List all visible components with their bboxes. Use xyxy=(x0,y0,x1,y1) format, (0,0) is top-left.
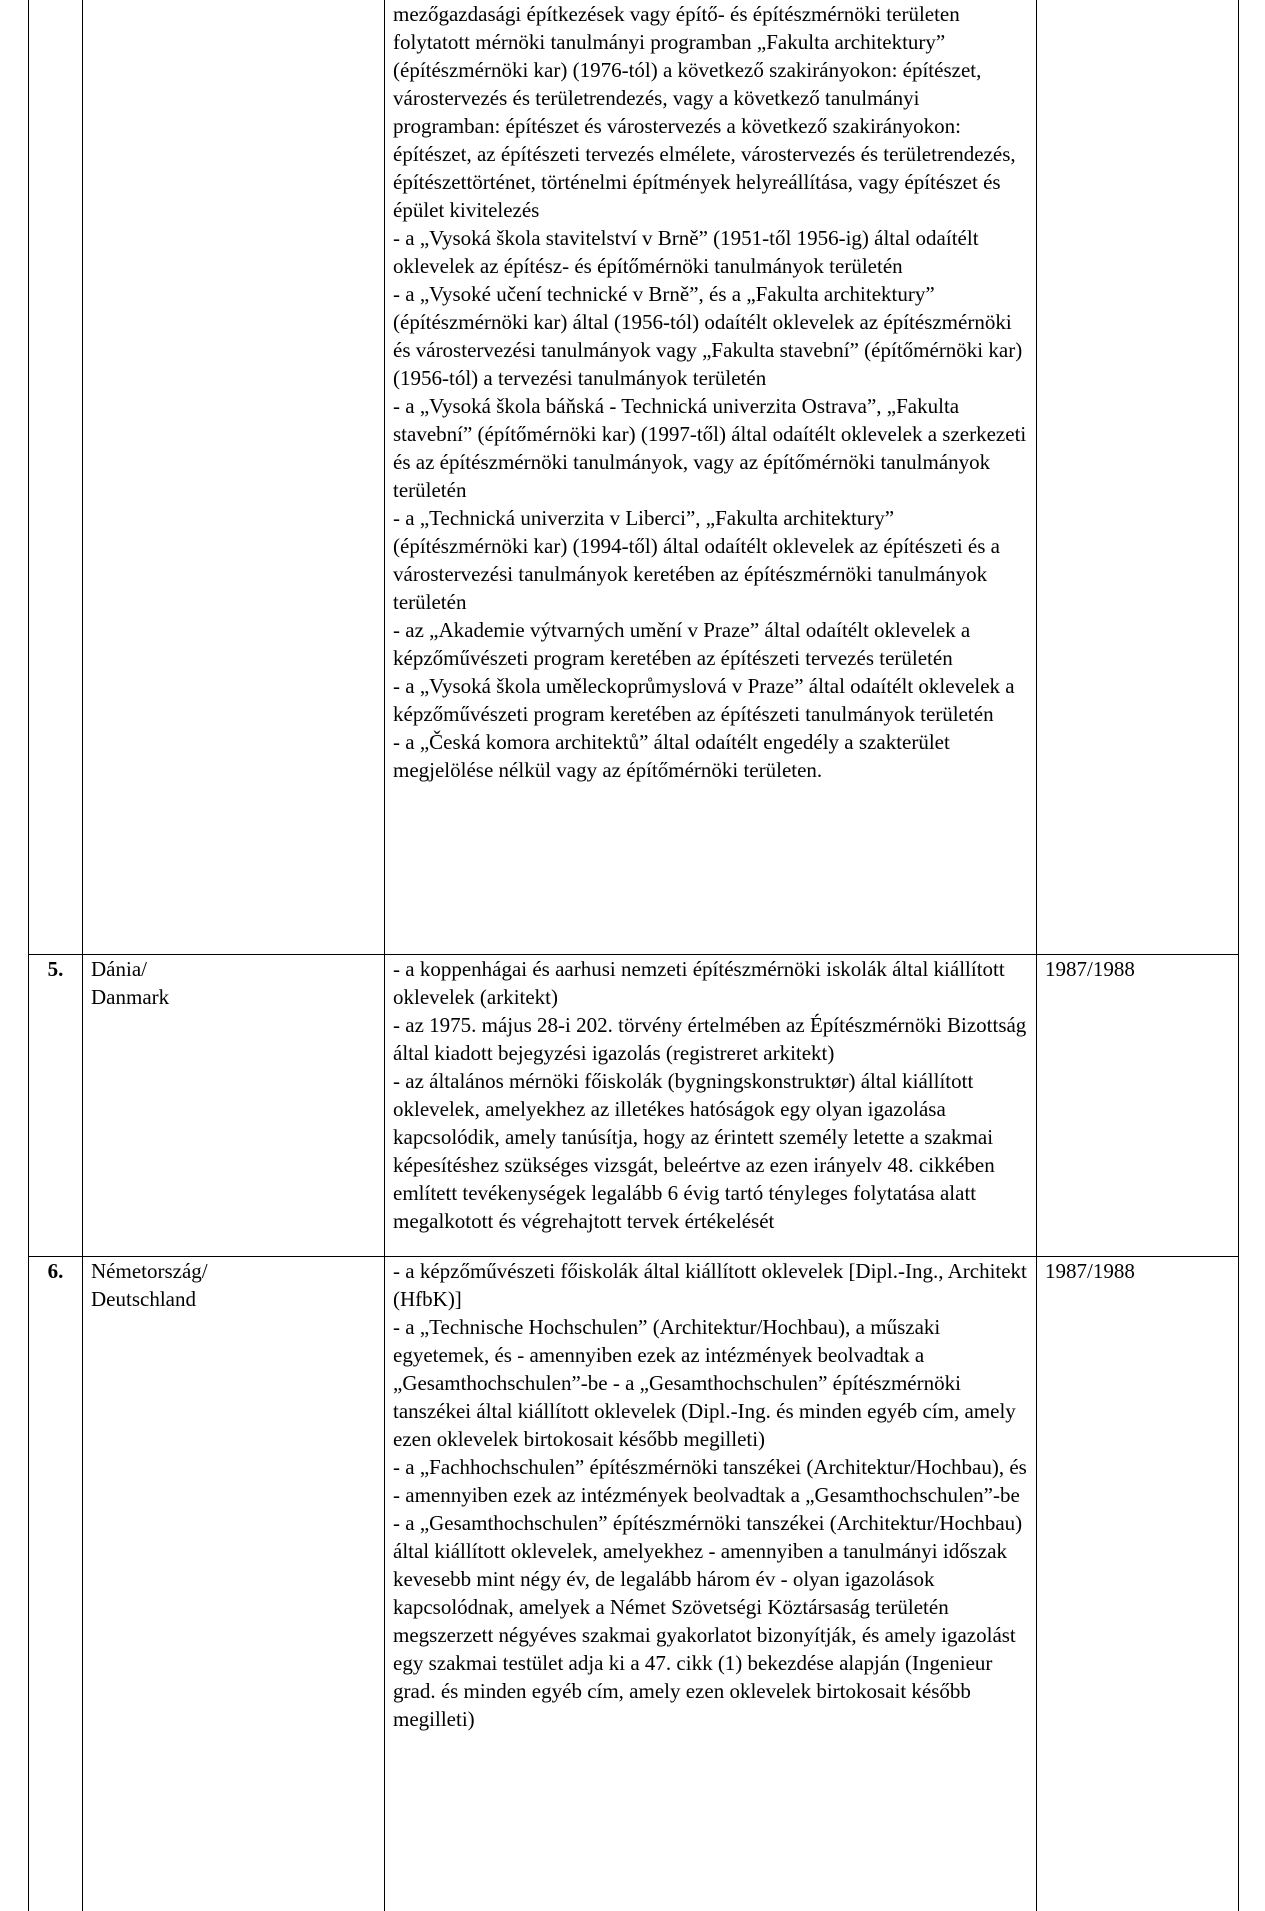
diploma-table xyxy=(28,0,1239,1911)
document-page xyxy=(28,0,1238,1911)
diploma-item: mezőgazdasági építkezések vagy építő- és építészmérnöki területen folytatott mérnöki tanulmányi programban „Fakulta architektury” (építészmérnöki kar) (1976-tól) a következő szakirányokon: építészet, várostervezés és területrendezés, vagy a következő tanulmányi programban: építészet és várostervezés a következő szakirányokon: építészet, az építészeti tervezés elmélete, várostervezés és területrendezés, építészettörténet, történelmi építmények helyreállítása, vagy építészet és épület kivitelezés xyxy=(393,2,1016,222)
country-name xyxy=(83,1256,385,1911)
table-row-denmark xyxy=(29,954,1239,1256)
table-row-continued xyxy=(29,0,1239,954)
country-name-hu: Dánia/ xyxy=(91,956,147,981)
diploma-list xyxy=(385,1256,1037,1911)
diploma-list xyxy=(385,0,1037,954)
row-number: 6. xyxy=(29,1256,83,1911)
diploma-item: - a „Fachhochschulen” építészmérnöki tanszékei (Architektur/Hochbau), és - amennyiben ezek az intézmények beolvadtak a „Gesamthochschulen”-be - a „Gesamthochschulen” építészmérnöki tanszékei (Architektur/Hochbau) által kiállított oklevelek, amelyekhez - amennyiben a tanulmányi időszak kevesebb mint négy év, de legalább három év - olyan igazolások kapcsolódnak, amelyek a Német Szövetségi Köztársaság területén megszerzett négyéves szakmai gyakorlatot bizonyítják, és amely igazolást egy szakmai testület adja ki a 47. cikk (1) bekezdése alapján (Ingenieur grad. és minden egyéb cím, amely ezen oklevelek birtokosait később megilleti) xyxy=(393,1454,1027,1731)
diploma-item: - az általános mérnöki főiskolák (bygningskonstruktør) által kiállított oklevelek, amelyekhez az illetékes hatóságok egy olyan igazolása kapcsolódik, amely tanúsítja, hogy az érintett személy letette a szakmai képesítéshez szükséges vizsgát, beleértve az ezen irányelv 48. cikkében említett tevékenységek legalább 6 évig tartó tényleges folytatása alatt megalkotott és végrehajtott tervek értékelését xyxy=(393,1068,995,1233)
diploma-item: - a koppenhágai és aarhusi nemzeti építészmérnöki iskolák által kiállított oklevelek (arkitekt) xyxy=(393,956,1005,1009)
diploma-item: - a „Technische Hochschulen” (Architektur/Hochbau), a műszaki egyetemek, és - amennyiben ezek az intézmények beolvadtak a „Gesamthochschulen”-be - a „Gesamthochschulen” építészmérnöki tanszékei által kiállított oklevelek (Dipl.-Ing. és minden egyéb cím, amely ezen oklevelek birtokosait később megilleti) xyxy=(393,1314,1016,1451)
diploma-item: - az „Akademie výtvarných umění v Praze” által odaítélt oklevelek a képzőművészeti program keretében az építészeti tervezés területén xyxy=(393,618,971,670)
diploma-item: - a „Technická univerzita v Liberci”, „Fakulta architektury” (építészmérnöki kar) (1994-től) által odaítélt oklevelek az építészeti és a várostervezési tanulmányok keretében az építészmérnöki tanulmányok területén xyxy=(393,506,1000,614)
table-row-germany xyxy=(29,1256,1239,1911)
diploma-item: - a „Vysoké učení technické v Brně”, és a „Fakulta architektury” (építészmérnöki kar) által (1956-tól) odaítélt oklevelek az építészmérnöki és várostervezési tanulmányok vagy „Fakulta stavební” (építőmérnöki kar) (1956-tól) a tervezési tanulmányok területén xyxy=(393,282,1023,390)
diploma-item: - a „Vysoká škola uměleckoprůmyslová v Praze” által odaítélt oklevelek a képzőművészeti program keretében az építészeti tanulmányok területén xyxy=(393,674,1015,726)
diploma-item: - a „Vysoká škola báňská - Technická univerzita Ostrava”, „Fakulta stavební” (építőmérnöki kar) (1997-től) által odaítélt oklevelek a szerkezeti és az építészmérnöki tanulmányok, vagy az építőmérnöki tanulmányok területén xyxy=(393,394,1027,502)
reference-year xyxy=(1037,0,1239,954)
reference-year: 1987/1988 xyxy=(1037,1256,1239,1911)
row-number: 5. xyxy=(29,954,83,1256)
row-number xyxy=(29,0,83,954)
country-name xyxy=(83,0,385,954)
diploma-item: - a képzőművészeti főiskolák által kiállított oklevelek [Dipl.-Ing., Architekt (HfbK)] xyxy=(393,1258,1027,1311)
diploma-item: - az 1975. május 28-i 202. törvény értelmében az Építészmérnöki Bizottság által kiadott bejegyzési igazolás (registreret arkitekt) xyxy=(393,1012,1027,1065)
diploma-item: - a „Česká komora architektů” által odaítélt engedély a szakterület megjelölése nélkül vagy az építőmérnöki területen. xyxy=(393,730,950,782)
country-name-native: Danmark xyxy=(91,984,170,1009)
country-name xyxy=(83,954,385,1256)
reference-year: 1987/1988 xyxy=(1037,954,1239,1256)
country-name-hu: Németország/ xyxy=(91,1258,208,1283)
diploma-item: - a „Vysoká škola stavitelství v Brně” (1951-től 1956-ig) által odaítélt oklevelek az építész- és építőmérnöki tanulmányok területén xyxy=(393,226,979,278)
country-name-native: Deutschland xyxy=(91,1286,196,1311)
diploma-list xyxy=(385,954,1037,1256)
